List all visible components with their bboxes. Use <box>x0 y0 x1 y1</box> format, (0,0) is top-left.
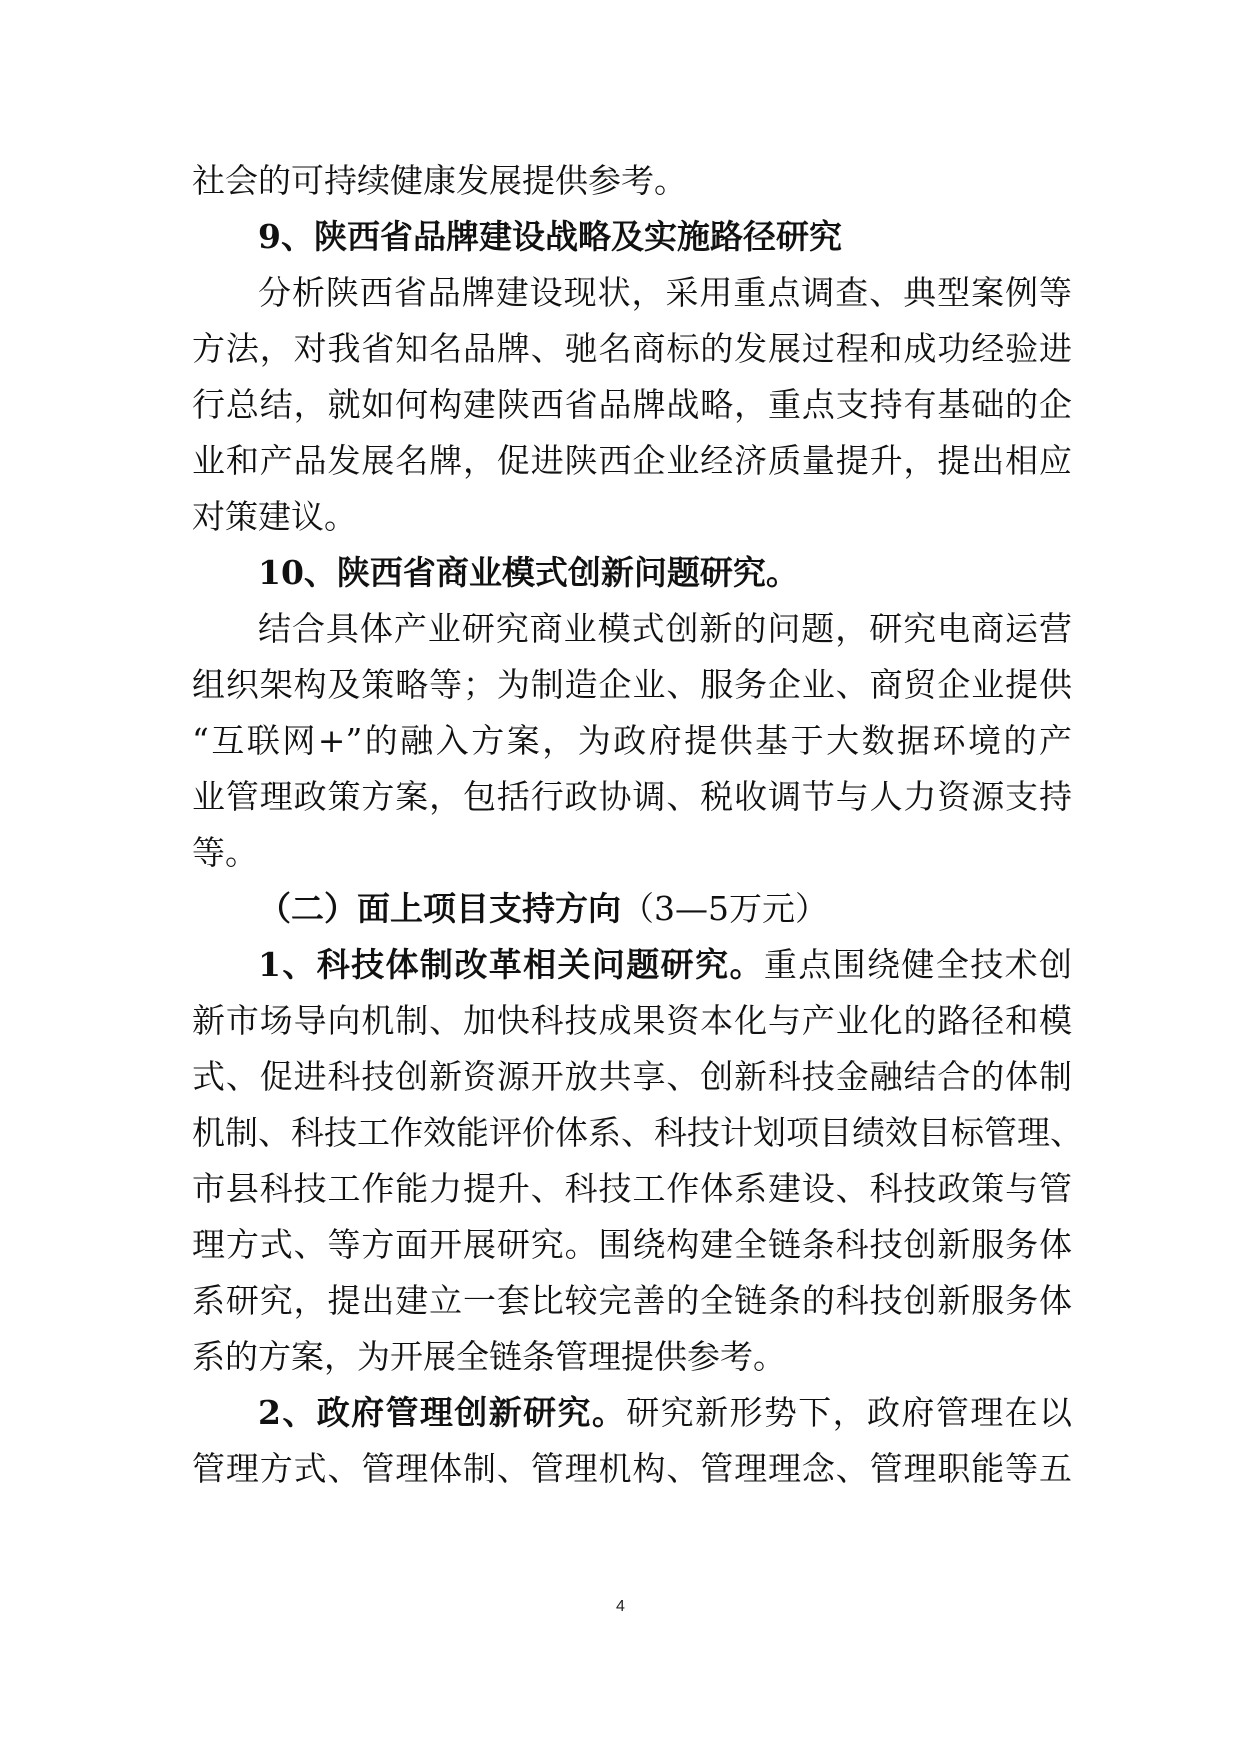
sub1-line: 理方式、等方面开展研究。围绕构建全链条科技创新服务体 <box>192 1225 1072 1264</box>
section2-heading <box>192 881 1072 937</box>
page-number: 4 <box>616 1598 625 1615</box>
item9-line: 对策建议。 <box>192 497 357 536</box>
sub1-first-line <box>192 937 1072 993</box>
item9-line: 方法，对我省知名品牌、驰名商标的发展过程和成功经验进 <box>192 329 1072 368</box>
sub1-line: 市县科技工作能力提升、科技工作体系建设、科技政策与管 <box>192 1169 1072 1208</box>
item10-line: 结合具体产业研究商业模式创新的问题，研究电商运营 <box>258 609 1072 648</box>
sub1-line: 机制、科技工作效能评价体系、科技计划项目绩效目标管理、 <box>192 1113 1083 1152</box>
sub1-line: 系的方案，为开展全链条管理提供参考。 <box>192 1337 786 1376</box>
item10-line: 业管理政策方案，包括行政协调、税收调节与人力资源支持 <box>192 777 1072 816</box>
section2-heading-title: （二）面上项目支持方向 <box>258 889 621 928</box>
sub2-first-line-rest: 研究新形势下，政府管理在以 <box>626 1393 1072 1432</box>
paragraph-line: 社会的可持续健康发展提供参考。 <box>192 161 687 200</box>
sub1-line: 系研究，提出建立一套比较完善的全链条的科技创新服务体 <box>192 1281 1072 1320</box>
item9-line: 分析陕西省品牌建设现状，采用重点调查、典型案例等 <box>258 273 1072 312</box>
sub2-line: 管理方式、管理体制、管理机构、管理理念、管理职能等五 <box>192 1449 1072 1488</box>
sub1-first-line-rest: 重点围绕健全技术创 <box>763 945 1073 984</box>
item10-line: 等。 <box>192 833 258 872</box>
sub2-first-line <box>192 1385 1072 1441</box>
sub1-heading: 1、科技体制改革相关问题研究。 <box>258 945 764 984</box>
item9-heading: 9、陕西省品牌建设战略及实施路径研究 <box>258 217 842 256</box>
item10-line: 组织架构及策略等；为制造企业、服务企业、商贸企业提供 <box>192 665 1072 704</box>
section2-heading-amount: （3—5万元） <box>621 889 828 928</box>
sub1-line: 新市场导向机制、加快科技成果资本化与产业化的路径和模 <box>192 1001 1072 1040</box>
item10-line: “互联网+”的融入方案，为政府提供基于大数据环境的产 <box>192 721 1072 760</box>
item9-line: 业和产品发展名牌，促进陕西企业经济质量提升，提出相应 <box>192 441 1072 480</box>
item9-line: 行总结，就如何构建陕西省品牌战略，重点支持有基础的企 <box>192 385 1072 424</box>
sub1-line: 式、促进科技创新资源开放共享、创新科技金融结合的体制 <box>192 1057 1072 1096</box>
item10-heading: 10、陕西省商业模式创新问题研究。 <box>258 553 799 592</box>
document-body <box>192 153 1083 1497</box>
sub2-heading: 2、政府管理创新研究。 <box>258 1393 627 1432</box>
